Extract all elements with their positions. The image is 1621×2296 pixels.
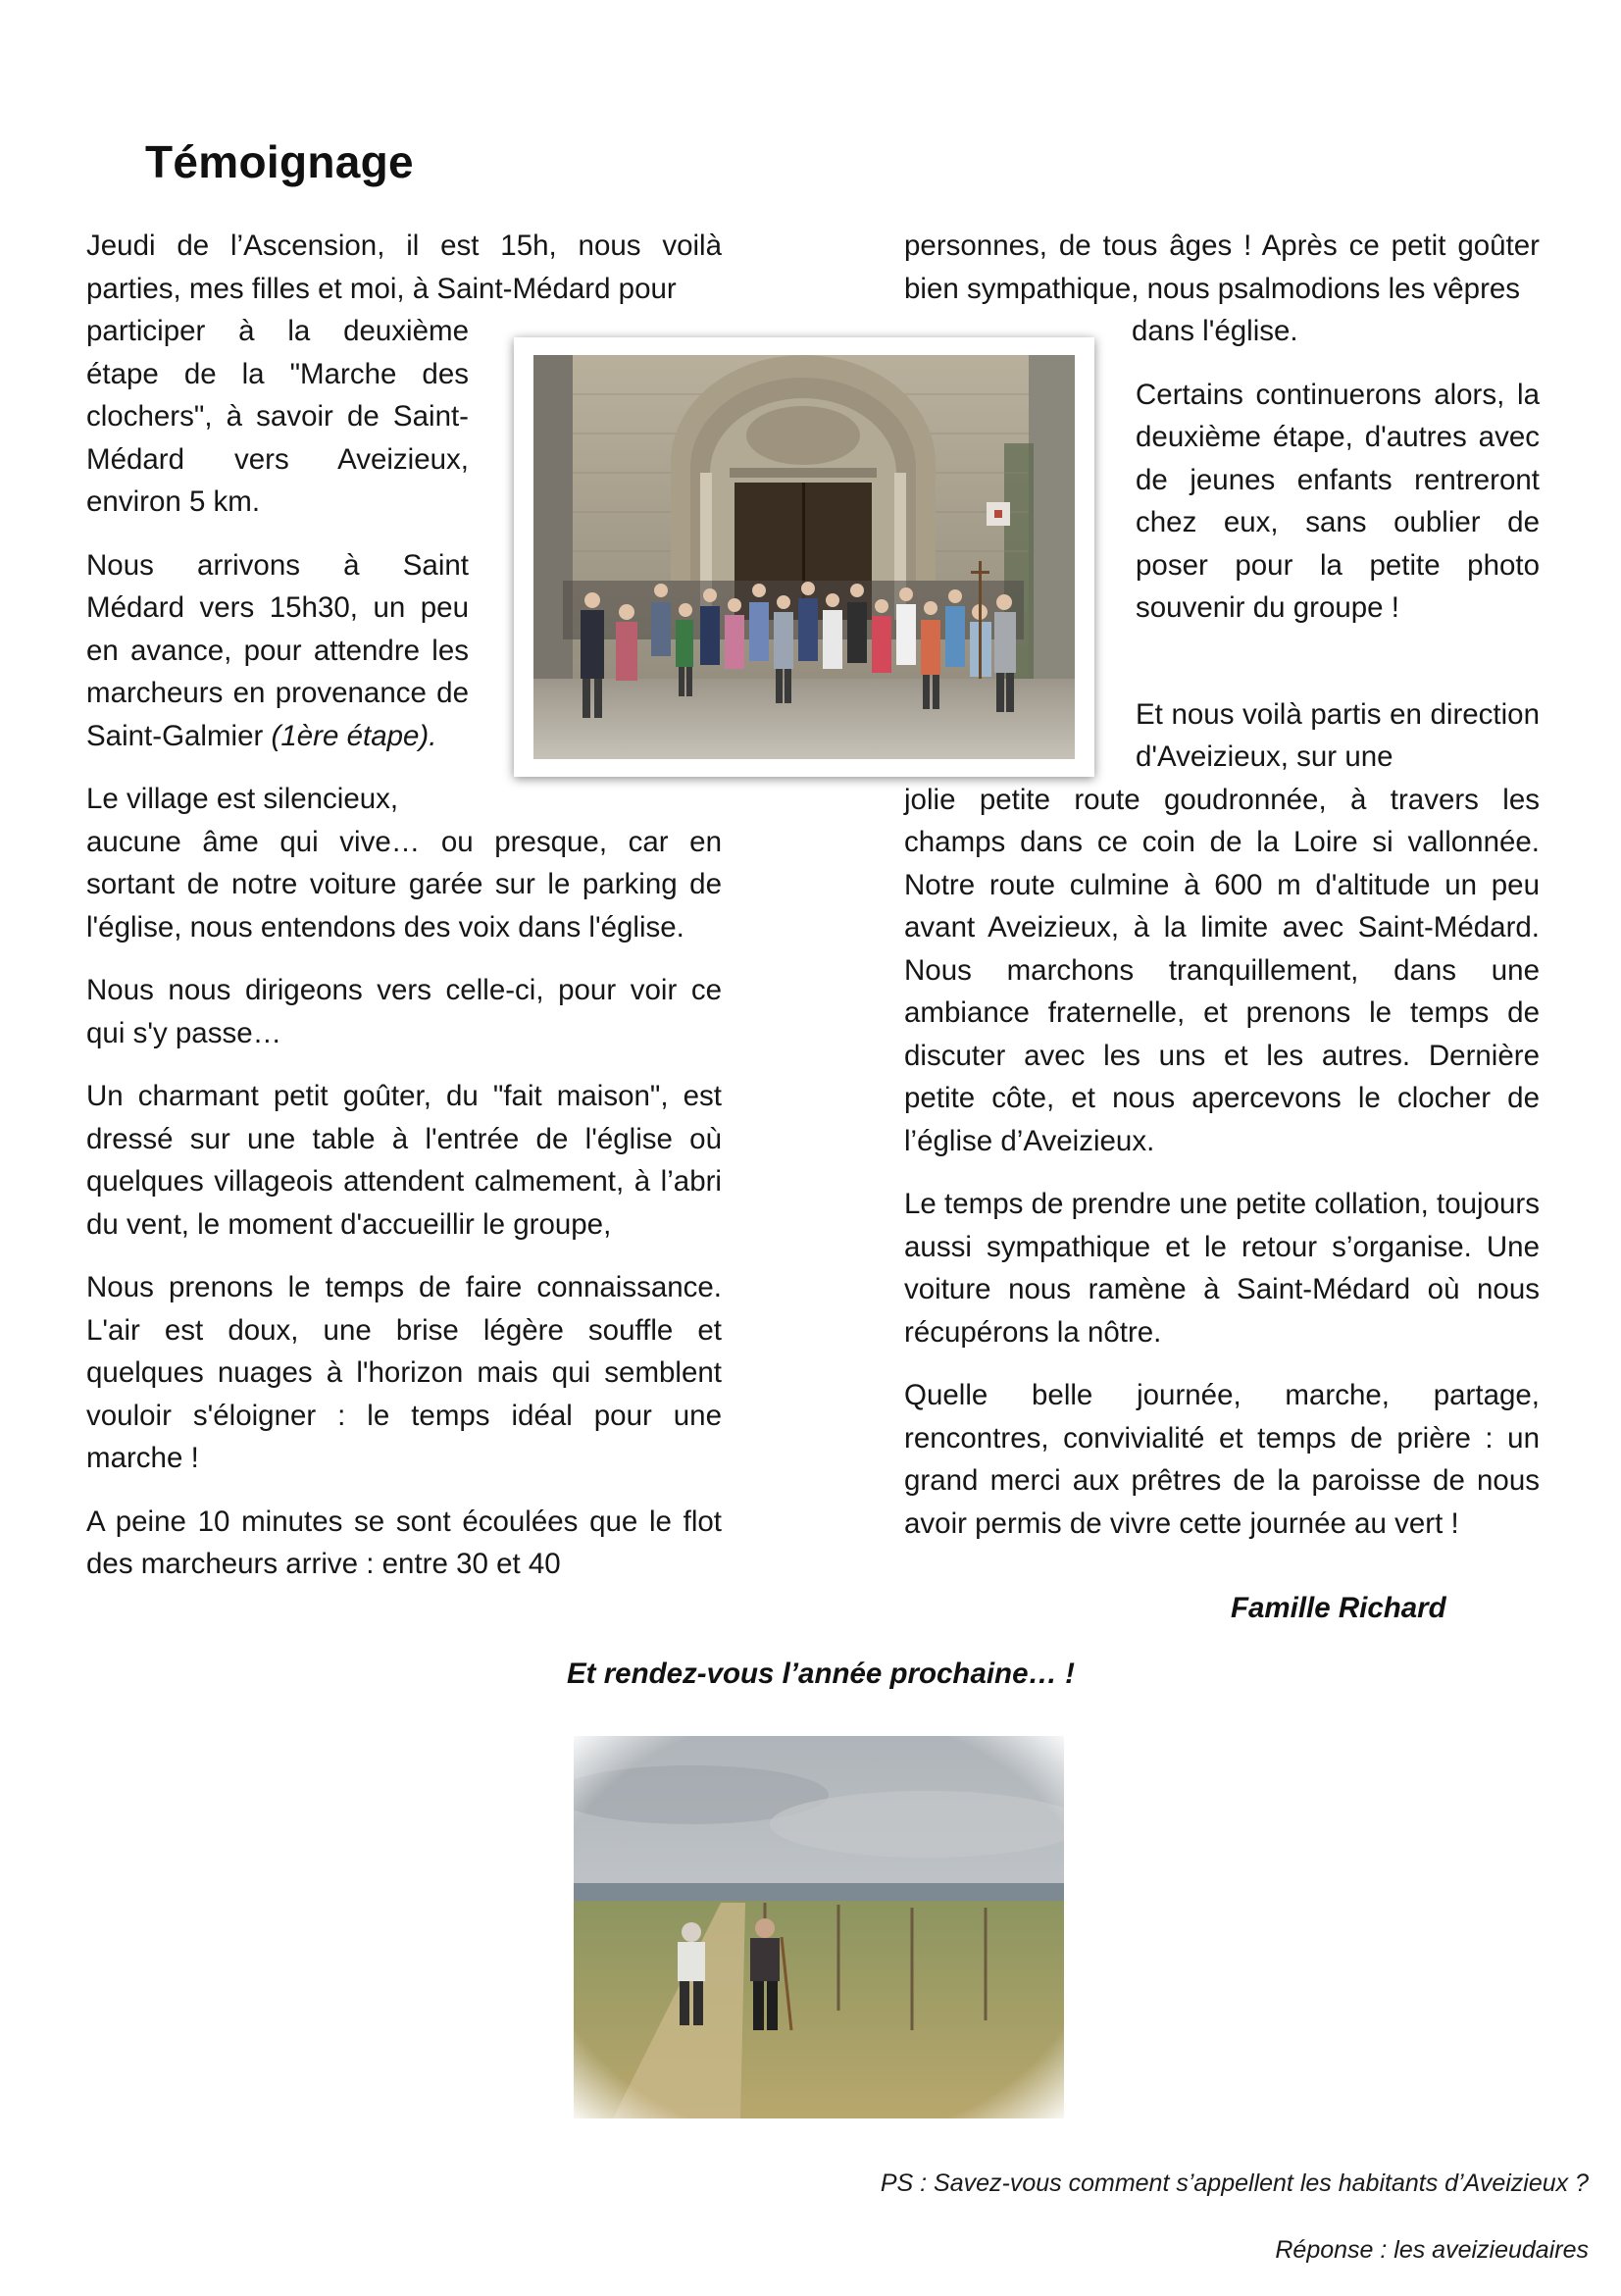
left-paragraph-7: A peine 10 minutes se sont écoulées que le flot des marcheurs arrive : entre 30 et 40 [86, 1505, 722, 1580]
ps-question: PS : Savez-vous comment s’appellent les habitants d’Aveizieux ? [880, 2169, 1589, 2197]
right-paragraph-2: Certains continuerons alors, la deuxième étape, d'autres avec de jeunes enfants rentreront chez eux, sans oublier de poser pour la petite photo souvenir du groupe ! [1136, 378, 1540, 624]
left-paragraph-5: Un charmant petit goûter, du "fait maison", est dressé sur une table à l'entrée de l'église où quelques villageois attendent calmement, à l’abri du vent, le moment d'accueillir le groupe, [86, 1080, 722, 1241]
left-paragraph-6: Nous prenons le temps de faire connaissance. L'air est doux, une brise légère souffle et quelques nuages à l'horizon mais qui semblent vouloir s'éloigner : le temps idéal pour une marche ! [86, 1271, 722, 1474]
right-paragraph-5: Quelle belle journée, marche, partage, rencontres, convivialité et temps de prière : un grand merci aux prêtres de la paroisse de nous avoir permis de vivre cette journée au vert ! [904, 1379, 1540, 1540]
left-paragraph-4: Nous nous dirigeons vers celle-ci, pour voir ce qui s'y passe… [86, 974, 722, 1049]
left-paragraph-1 [86, 225, 722, 310]
ps-answer: Réponse : les aveizieudaires [1275, 2236, 1589, 2264]
left-p1-lead: Jeudi de l’Ascension, il est 15h, nous voilà parties, mes filles et moi, à Saint-Médard pour [86, 230, 722, 305]
left-paragraph-2: Nous arrivons à Saint Médard vers 15h30, un peu en avance, pour attendre les marcheurs en provenance de Saint-Galmier (1ère étape). [86, 548, 469, 752]
right-paragraph-1-cont: dans l'église. [1132, 315, 1298, 347]
right-paragraph-1: personnes, de tous âges ! Après ce petit goûter bien sympathique, nous psalmodions les vêpres [904, 230, 1540, 305]
left-paragraph-1-cont: participer à la deuxième étape de la "Marche des clochers", à savoir de Saint-Médard vers Aveizieux, environ 5 km. [86, 315, 469, 518]
group-photo-frame [514, 337, 1094, 777]
walkers-photo [574, 1736, 1064, 2118]
left-paragraph-3: Le village est silencieux, aucune âme qui vive… ou presque, car en sortant de notre voiture garée sur le parking de l'église, nous entendons des voix dans l'église. [86, 783, 722, 944]
stage-note: (1ère étape). [271, 719, 437, 752]
closing-line: Et rendez-vous l’année prochaine… ! [567, 1658, 1075, 1690]
signature: Famille Richard [1231, 1592, 1446, 1624]
group-photo [533, 355, 1075, 759]
right-paragraph-4: Le temps de prendre une petite collation, toujours aussi sympathique et le retour s’organise. Une voiture nous ramène à Saint-Médard où nous récupérons la nôtre. [904, 1188, 1540, 1349]
right-paragraph-3: Et nous voilà partis en direction d'Aveizieux, sur une jolie petite route goudronnée, à travers les champs dans ce coin de la Loire si vallonnée. Notre route culmine à 600 m d'altitude un peu avant Aveizieux, à la limite avec Saint-Médard. Nous marchons tranquillement, dans une ambiance fraternelle, et prenons le temps de discuter avec les uns et les autres. Dernière petite côte, et nous apercevons le clocher de l’église d’Aveizieux. [904, 697, 1540, 1157]
page-title: Témoignage [145, 136, 414, 187]
